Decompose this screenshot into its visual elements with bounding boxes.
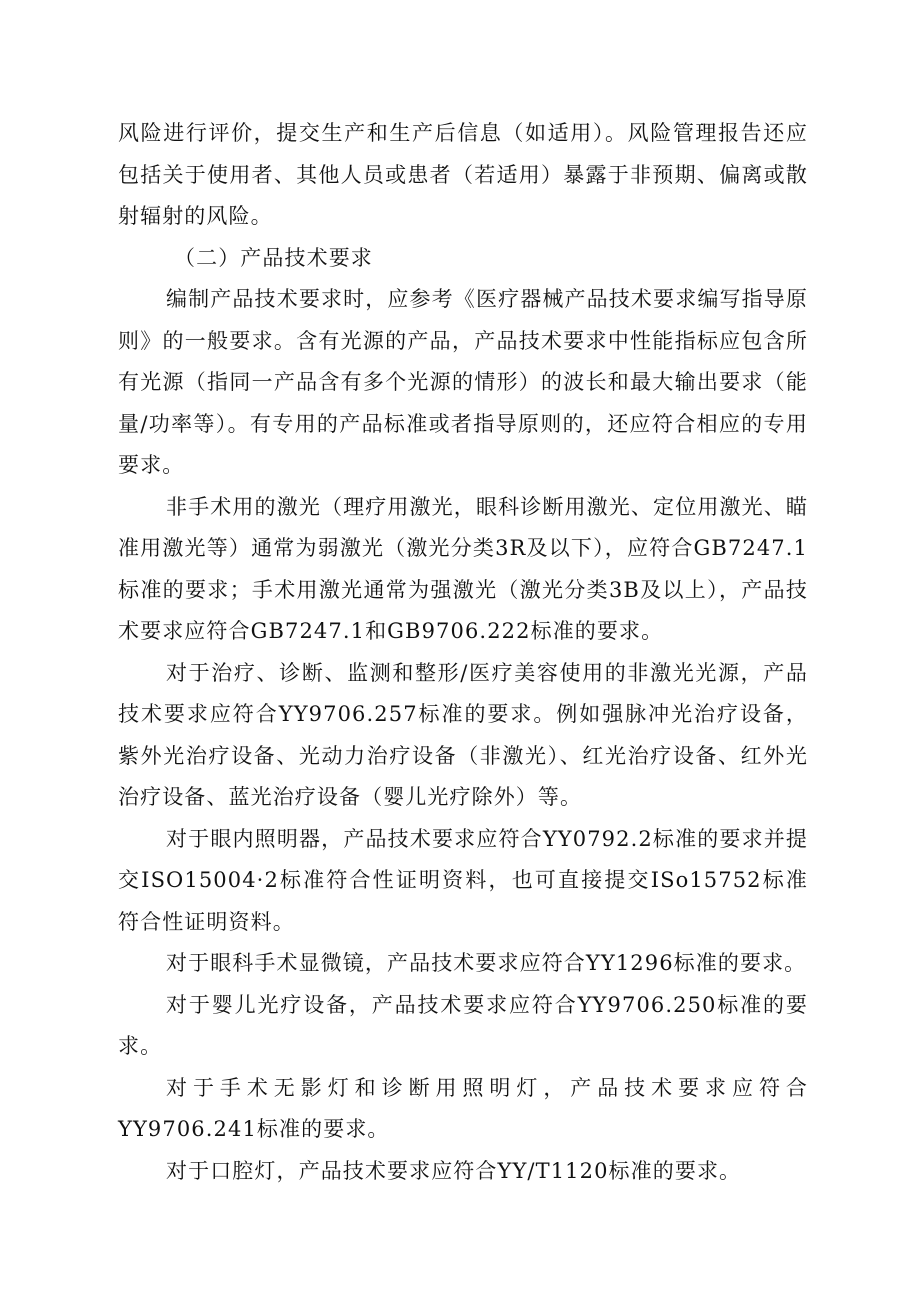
paragraph-infant-phototherapy-requirements: 对于婴儿光疗设备，产品技术要求应符合YY9706.250标准的要求。 [118, 992, 808, 1058]
paragraph-surgical-light-requirements: 对于手术无影灯和诊断用照明灯，产品技术要求应符合YY9706.241标准的要求。 [118, 1075, 808, 1141]
paragraph-risk-tail: 风险进行评价，提交生产和生产后信息（如适用）。风险管理报告还应包括关于使用者、其他人员或患者（若适用）暴露于非预期、偏离或散射辐射的风险。 [118, 121, 808, 228]
paragraph-dental-light-requirements: 对于口腔灯，产品技术要求应符合YY/T1120标准的要求。 [166, 1158, 742, 1183]
paragraph-endoilluminator-requirements: 对于眼内照明器，产品技术要求应符合YY0792.2标准的要求并提交ISO15004·2标准符合性证明资料，也可直接提交ISo15752标准符合性证明资料。 [118, 826, 808, 934]
paragraph-general-requirements: 编制产品技术要求时，应参考《医疗器械产品技术要求编写指导原则》的一般要求。含有光源的产品，产品技术要求中性能指标应包含所有光源（指同一产品含有多个光源的情形）的波长和最大输出要求（能量/功率等）。有专用的产品标准或者指导原则的，还应符合相应的专用要求。 [118, 287, 808, 477]
paragraph-microscope-requirements: 对于眼科手术显微镜，产品技术要求应符合YY1296标准的要求。 [166, 951, 807, 975]
document-page [118, 113, 808, 1192]
paragraph-non-laser-requirements: 对于治疗、诊断、监测和整形/医疗美容使用的非激光光源，产品技术要求应符合YY9706.257标准的要求。例如强脉冲光治疗设备，紫外光治疗设备、光动力治疗设备（非激光）、红光治疗设备、红外光治疗设备、蓝光治疗设备（婴儿光疗除外）等。 [118, 660, 808, 809]
paragraph-laser-requirements: 非手术用的激光（理疗用激光，眼科诊断用激光、定位用激光、瞄准用激光等）通常为弱激光（激光分类3R及以下），应符合GB7247.1标准的要求；手术用激光通常为强激光（激光分类3B及以上），产品技术要求应符合GB7247.1和GB9706.222标准的要求。 [118, 494, 808, 643]
section-heading: （二）产品技术要求 [174, 245, 373, 270]
